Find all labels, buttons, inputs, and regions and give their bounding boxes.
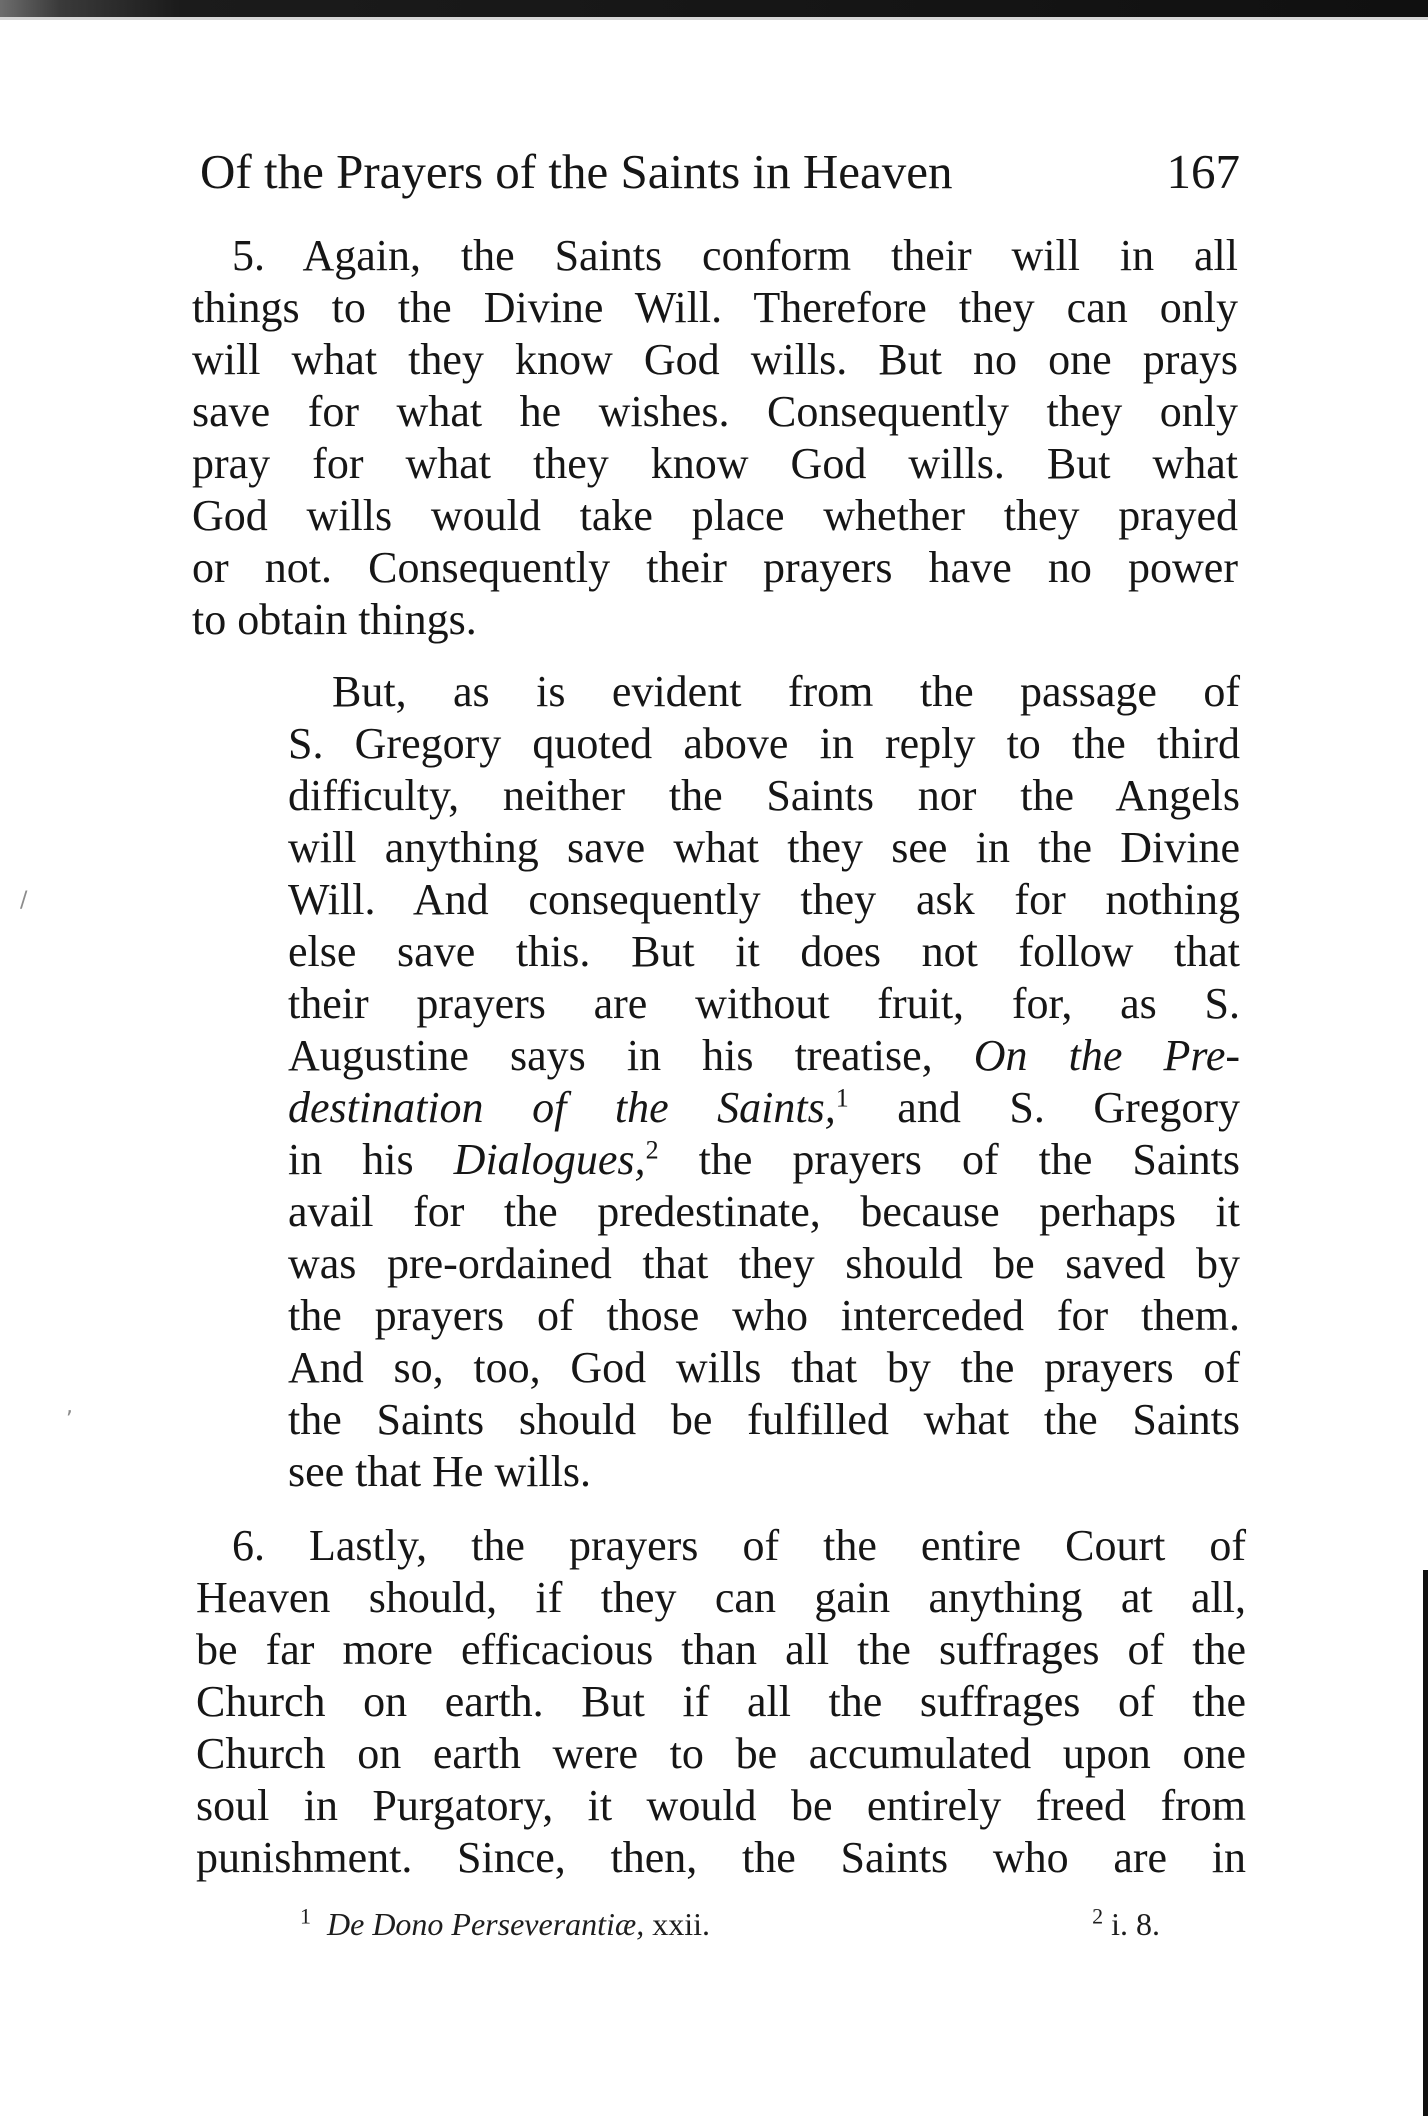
text-line: pray for what they know God wills. But what <box>192 439 1238 488</box>
page-number: 167 <box>1166 144 1240 199</box>
text-line: things to the Divine Will. Therefore they can only <box>192 283 1238 332</box>
text-line: punishment. Since, then, the Saints who are in <box>196 1833 1246 1882</box>
footnote-ref: 2 <box>645 1135 659 1165</box>
text-line: save for what he wishes. Consequently they only <box>192 387 1238 436</box>
text-line: to obtain things. <box>192 595 477 644</box>
text-line: Church on earth were to be accumulated upon one <box>196 1729 1246 1778</box>
text-line <box>288 1030 1240 1082</box>
text-line: 5. Again, the Saints conform their will in all <box>232 231 1238 280</box>
text-line: be far more efficacious than all the suffrages of the <box>196 1625 1246 1674</box>
text-line: or not. Consequently their prayers have no power <box>192 543 1238 592</box>
text-line: difficulty, neither the Saints nor the Angels <box>288 771 1240 820</box>
footnote-reference: xxii. <box>652 1906 711 1942</box>
text-line: else save this. But it does not follow that <box>288 927 1240 976</box>
text-line: was pre-ordained that they should be saved by <box>288 1239 1240 1288</box>
page-edge-shadow <box>1423 1570 1428 2116</box>
text-line: Church on earth. But if all the suffrages of the <box>196 1677 1246 1726</box>
italic-title: destination of the Saints, <box>288 1083 836 1132</box>
text-line: S. Gregory quoted above in reply to the third <box>288 719 1240 768</box>
running-title: Of the Prayers of the Saints in Heaven <box>200 144 953 199</box>
text-line: But, as is evident from the passage of <box>332 667 1240 716</box>
text-line: Heaven should, if they can gain anything at all, <box>196 1573 1246 1622</box>
footnote-ref: 1 <box>835 1083 849 1113</box>
text-line: the prayers of those who interceded for them. <box>288 1291 1240 1340</box>
footnotes <box>300 1900 1160 1948</box>
text-line: see that He wills. <box>288 1447 592 1496</box>
footnote-mark: 2 <box>1092 1903 1104 1929</box>
text-line: will what they know God wills. But no one prays <box>192 335 1238 384</box>
text-line <box>288 1134 1240 1186</box>
text-line: the Saints should be fulfilled what the Saints <box>288 1395 1240 1444</box>
italic-title: On the Pre- <box>973 1031 1240 1080</box>
footnote-reference: i. 8. <box>1111 1906 1160 1942</box>
margin-mark: , <box>66 1394 73 1419</box>
text-line: soul in Purgatory, it would be entirely freed from <box>196 1781 1246 1830</box>
text-span: and S. Gregory <box>897 1083 1240 1132</box>
footnote-title: De Dono Perseverantiæ, <box>327 1906 645 1942</box>
text-line: will anything save what they see in the Divine <box>288 823 1240 872</box>
margin-mark: / <box>20 888 28 913</box>
footnote-mark: 1 <box>300 1903 311 1929</box>
text-line: avail for the predestinate, because perhaps it <box>288 1187 1240 1236</box>
italic-title: Dialogues, <box>453 1135 646 1184</box>
text-span: Augustine says in his treatise, <box>288 1031 933 1080</box>
text-span: in his <box>288 1135 414 1184</box>
text-line: And so, too, God wills that by the prayers of <box>288 1343 1240 1392</box>
running-head <box>200 140 1240 204</box>
text-line: Will. And consequently they ask for nothing <box>288 875 1240 924</box>
top-rule <box>0 0 1428 17</box>
footnote-2 <box>1092 1900 1160 1948</box>
text-line <box>288 1082 1240 1134</box>
text-span: the prayers of the Saints <box>698 1135 1241 1184</box>
text-line: their prayers are without fruit, for, as S. <box>288 979 1240 1028</box>
text-line: God wills would take place whether they prayed <box>192 491 1238 540</box>
text-line: 6. Lastly, the prayers of the entire Court of <box>232 1521 1246 1570</box>
footnote-1 <box>300 1900 710 1948</box>
